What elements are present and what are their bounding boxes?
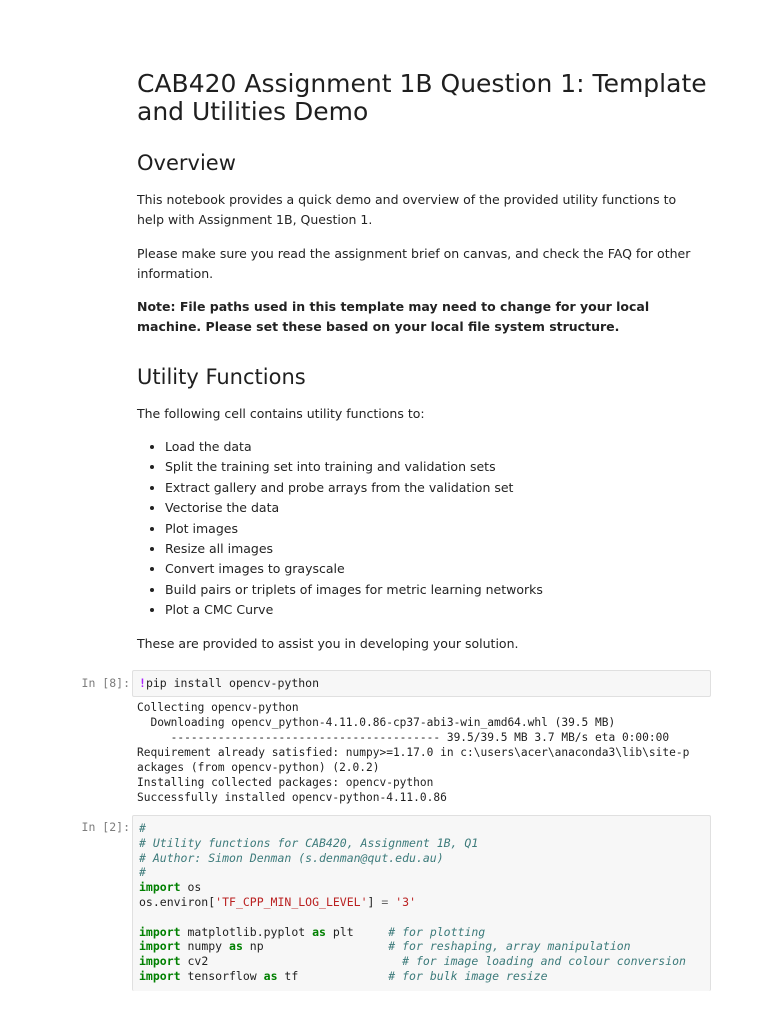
code-token: import: [139, 924, 181, 939]
output-line: ---------------------------------------- 39.5/39.5 MB 3.7 MB/s eta 0:00:00: [137, 731, 670, 744]
code-token: tensorflow: [180, 968, 264, 983]
code-token: # for plotting: [388, 924, 486, 939]
code-token: import: [139, 968, 181, 983]
output-line: Collecting opencv-python: [137, 701, 299, 714]
code-token: # for image loading and colour conversion: [402, 954, 686, 969]
file-path-note: Note: File paths used in this template may need to change for your local machine. Please set these based on your local file system structure.: [137, 299, 650, 334]
cell-1-output: [137, 700, 712, 805]
code-line: [133, 939, 710, 954]
code-line: [133, 910, 710, 925]
code-token: cv2: [180, 954, 403, 969]
cell-2-code-editor[interactable]: [132, 815, 711, 991]
list-item: • Convert images to grayscale: [165, 559, 705, 579]
output-line: ackages (from opencv-python) (2.0.2): [137, 761, 380, 774]
overview-paragraph-1: This notebook provides a quick demo and overview of the provided utility functions to help with Assignment 1B, Question 1.: [137, 192, 677, 227]
utility-intro: The following cell contains utility functions to:: [137, 406, 425, 421]
list-item: • Load the data: [165, 437, 705, 457]
code-token: ]: [367, 894, 382, 909]
list-item: • Split the training set into training and validation sets: [165, 457, 705, 477]
utility-functions-heading: Utility Functions: [137, 365, 306, 389]
list-item: • Plot images: [165, 519, 705, 539]
code-line: [133, 851, 710, 866]
output-line: Downloading opencv_python-4.11.0.86-cp37-abi3-win_amd64.whl (39.5 MB): [137, 716, 616, 729]
code-token: import: [139, 939, 181, 954]
code-token: os.environ[: [139, 894, 216, 909]
code-token: # Utility functions for CAB420, Assignment 1B, Q1: [139, 835, 479, 850]
code-token: np: [242, 939, 389, 954]
code-token: # Author: Simon Denman (s.denman@qut.edu.au): [139, 850, 444, 865]
cell-2-prompt: In [2]:: [81, 820, 130, 834]
code-line: [133, 865, 710, 880]
cell-1-code-editor[interactable]: [132, 670, 711, 697]
code-line: [133, 954, 710, 969]
cell-1-code-line: [133, 671, 710, 691]
page-title: CAB420 Assignment 1B Question 1: Template and Utilities Demo: [137, 69, 707, 126]
code-token: import: [139, 954, 181, 969]
code-token: # for bulk image resize: [388, 968, 548, 983]
output-line: Requirement already satisfied: numpy>=1.17.0 in c:\users\acer\anaconda3\lib\site-p: [137, 746, 690, 759]
overview-heading: Overview: [137, 151, 236, 175]
code-token: tf: [277, 968, 389, 983]
output-line: Successfully installed opencv-python-4.11.0.86: [137, 791, 447, 804]
shell-bang: !: [139, 676, 146, 690]
code-token: as: [312, 924, 326, 939]
code-line: [133, 821, 710, 836]
code-token: =: [381, 894, 389, 909]
code-line: [133, 969, 710, 984]
code-token: #: [139, 865, 146, 880]
overview-paragraph-2: Please make sure you read the assignment brief on canvas, and check the FAQ for other information.: [137, 246, 691, 281]
cell-1-prompt: In [8]:: [81, 676, 130, 690]
code-line: [133, 836, 710, 851]
code-token: os: [180, 880, 202, 895]
shell-command: pip install opencv-python: [145, 676, 320, 690]
code-token: '3': [395, 894, 417, 909]
list-item: • Plot a CMC Curve: [165, 600, 705, 620]
code-token: 'TF_CPP_MIN_LOG_LEVEL': [215, 894, 368, 909]
code-token: # for reshaping, array manipulation: [388, 939, 631, 954]
list-item: • Extract gallery and probe arrays from the validation set: [165, 478, 705, 498]
code-token: numpy: [180, 939, 230, 954]
code-token: matplotlib.pyplot: [180, 924, 313, 939]
code-line: [133, 880, 710, 895]
utility-list: [137, 437, 705, 621]
list-item: • Resize all images: [165, 539, 705, 559]
utility-outro: These are provided to assist you in developing your solution.: [137, 636, 519, 651]
output-line: Installing collected packages: opencv-python: [137, 776, 434, 789]
code-line: [133, 895, 710, 910]
code-line: [133, 925, 710, 940]
list-item: • Build pairs or triplets of images for metric learning networks: [165, 580, 705, 600]
code-token: #: [139, 821, 146, 835]
code-token: plt: [325, 924, 389, 939]
code-token: as: [229, 939, 243, 954]
code-token: import: [139, 880, 181, 895]
code-token: as: [263, 968, 278, 983]
list-item: • Vectorise the data: [165, 498, 705, 518]
